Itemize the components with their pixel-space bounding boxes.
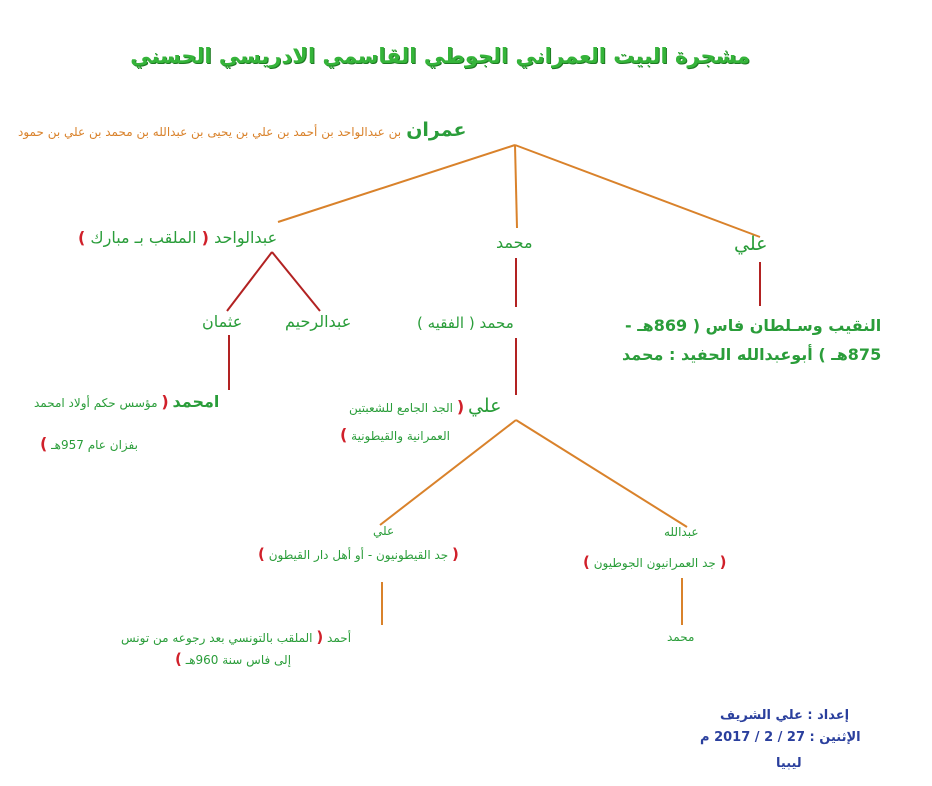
faqih-note: ( الفقيه ) xyxy=(417,314,475,332)
node-amhamed-line2 xyxy=(40,434,138,453)
ali2-line1: الجد الجامع للشعبتين xyxy=(349,401,453,415)
abdulwahid-note: الملقب بـ مبارك xyxy=(90,228,197,247)
ali2-name: علي xyxy=(467,395,502,417)
node-faqih xyxy=(417,314,514,332)
paren-open: ( xyxy=(316,628,324,646)
abdulwahid-name: عبدالواحد xyxy=(214,228,278,247)
paren-close: ) xyxy=(340,425,348,444)
node-ali-2-line2 xyxy=(340,425,450,444)
paren-open: ( xyxy=(161,392,169,411)
paren-open: ( xyxy=(456,397,465,416)
node-abdullah-note xyxy=(583,553,726,571)
node-ali-1: علي xyxy=(734,233,768,255)
ahmed-line2: إلى فاس سنة 960هـ xyxy=(185,653,292,667)
credits-place: ليبيا xyxy=(776,756,802,771)
paren-close: ) xyxy=(78,228,86,247)
node-muhammad-1: محمد xyxy=(496,233,533,252)
line-root-muhammad xyxy=(515,145,517,228)
node-othman: عثمان xyxy=(202,312,243,331)
node-naqib-line1: النقيب وسـلطان فاس ( 869هـ - xyxy=(625,316,882,335)
paren-open: ( xyxy=(719,553,727,571)
paren-close: ) xyxy=(258,545,265,563)
ali3-note: جد القيطونيون - أو أهل دار القيطون xyxy=(268,548,449,562)
paren-close: ) xyxy=(583,553,590,571)
ali2-line2: العمرانية والقيطونية xyxy=(351,429,450,443)
root-node xyxy=(18,119,466,141)
page-title: مشجرة البيت العمراني الجوطي القاسمي الادريسي الحسني xyxy=(130,44,750,68)
line-root-abdulwahid xyxy=(278,145,515,222)
node-amhamed xyxy=(34,392,219,411)
ahmed-name: أحمد xyxy=(327,631,352,645)
paren-close: ) xyxy=(175,650,182,668)
node-ali-3-note xyxy=(258,545,459,563)
node-ahmed-line2 xyxy=(175,650,291,668)
node-ali-2 xyxy=(349,395,501,417)
node-abdulrahim: عبدالرحيم xyxy=(285,312,352,331)
amhamed-line2: بفزان عام 957هـ xyxy=(51,438,138,452)
credits-date: الإثنين : 27 / 2 / 2017 م xyxy=(700,730,861,745)
node-muhammad-2: محمد xyxy=(667,630,695,644)
root-lineage: بن عبدالواحد بن أحمد بن علي بن يحيى بن عبدالله بن محمد بن علي بن حمود xyxy=(18,125,402,139)
line-abdulwahid-othman xyxy=(227,252,272,311)
line-abdulwahid-abdulrahim xyxy=(272,252,320,311)
node-ahmed xyxy=(121,628,351,646)
node-naqib-line2: 875هـ ) أبوعبدالله الحفيد : محمد xyxy=(622,345,882,364)
amhamed-line1: مؤسس حكم أولاد امحمد xyxy=(34,396,158,410)
paren-open: ( xyxy=(452,545,459,563)
line-root-ali xyxy=(515,145,760,237)
line-ali2-abdullah xyxy=(516,420,687,527)
node-abdullah-name: عبدالله xyxy=(664,525,699,539)
faqih-name: محمد xyxy=(479,314,514,332)
abdullah-note: جد العمرانيون الجوطيون xyxy=(593,556,716,570)
root-name: عمران xyxy=(406,119,467,141)
ahmed-line1: الملقب بالتونسي بعد رجوعه من تونس xyxy=(121,631,313,645)
paren-close: ) xyxy=(40,434,48,453)
credits-prepared-by: إعداد : علي الشريف xyxy=(720,708,850,723)
node-abdulwahid xyxy=(78,228,277,247)
node-ali-3-name: علي xyxy=(373,524,395,538)
amhamed-name: امحمد xyxy=(172,392,220,411)
paren-open: ( xyxy=(201,228,209,247)
